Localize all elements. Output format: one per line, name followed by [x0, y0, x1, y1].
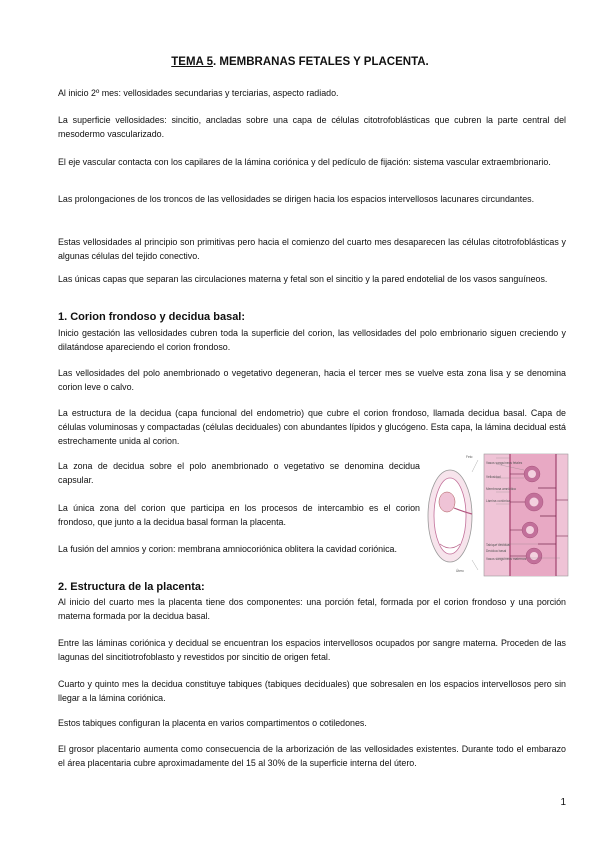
section-paragraph: La estructura de la decidua (capa funcional del endometrio) que cubre el corion frondoso, llamada decidua basal. Capa de células voluminosas y compactadas (células deciduales) con abundantes lípidos y glucógeno. Esta capa, la lámina decidual está estrechamente unida al corion. — [58, 408, 566, 446]
section-paragraph: Entre las láminas coriónica y decidual se encuentran los espacios intervellosos ocupados por sangre materna. Proceden de las lagunas del sincitiotrofoblasto y revestidos por sincitio de origen fetal. — [58, 638, 566, 662]
section-paragraph: La zona de decidua sobre el polo anembrionado o vegetativo se denomina decidua capsular. — [58, 461, 420, 485]
intro-paragraph: Las prolongaciones de los troncos de las vellosidades se dirigen hacia los espacios intervellosos lacunares circundantes. — [58, 194, 535, 204]
intro-paragraph: Al inicio 2º mes: vellosidades secundarias y terciarias, aspecto radiado. — [58, 88, 339, 98]
figure-label: Decidua basal — [486, 549, 507, 553]
section-paragraph: Cuarto y quinto mes la decidua constituye tabiques (tabiques deciduales) que sobresalen en los espacios intervellosos pero sin llegar a la lámina coriónica. — [58, 679, 566, 703]
title-text: . MEMBRANAS FETALES Y PLACENTA. — [213, 56, 429, 68]
section-paragraph: La única zona del corion que participa en los procesos de intercambio es el corion frondoso, que junto a la decidua basal forman la placenta. — [58, 503, 420, 527]
figure-label: Vasos sanguíneos fetales — [486, 461, 523, 465]
section-paragraph: El grosor placentario aumenta como consecuencia de la arborización de las vellosidades existentes. Durante todo el embarazo el área placentaria cubre aproximadamente del 15 al 30% de la superficie interna del útero. — [58, 744, 566, 768]
page-title — [0, 56, 600, 68]
section-paragraph: Estos tabiques configuran la placenta en varios compartimentos o cotiledones. — [58, 718, 367, 728]
page-number: 1 — [560, 797, 566, 808]
figure-label: Lámina coriónica — [486, 499, 511, 503]
figure-label: Vellosidad — [486, 475, 501, 479]
section-paragraph: La fusión del amnios y corion: membrana amniocoriónica oblitera la cavidad coriónica. — [58, 544, 397, 554]
figure-label: Útero — [456, 569, 464, 573]
intro-paragraph: Las únicas capas que separan las circulaciones materna y fetal son el sincitio y la pared endotelial de los vasos sanguíneos. — [58, 274, 548, 284]
intro-paragraph: El eje vascular contacta con los capilares de la lámina coriónica y del pedículo de fijación: sistema vascular extraembrionario. — [58, 157, 551, 167]
section-paragraph: Inicio gestación las vellosidades cubren toda la superficie del corion, las vellosidades del polo embrionario siguen creciendo y dilatándose apareciendo el corion frondoso. — [58, 328, 566, 352]
section-heading: 2. Estructura de la placenta: — [58, 581, 205, 593]
intro-paragraph: Estas vellosidades al principio son primitivas pero hacia el comienzo del cuarto mes desaparecen las células citotrofoblásticas y algunas células del tejido conectivo. — [58, 237, 566, 261]
figure-label: Feto — [466, 455, 473, 459]
figure-label: Tabique decidual — [486, 543, 510, 547]
figure-label: Membrana amniótica — [486, 487, 516, 491]
title-number: TEMA 5 — [171, 56, 213, 68]
section-paragraph: Al inicio del cuarto mes la placenta tiene dos componentes: una porción fetal, formada por el corion frondoso y una porción materna formada por la decidua basal. — [58, 597, 566, 621]
section-heading: 1. Corion frondoso y decidua basal: — [58, 311, 246, 323]
figure-label: Vasos sanguíneos maternos — [486, 557, 527, 561]
intro-paragraph: La superficie vellosidades: sincitio, ancladas sobre una capa de células citotrofoblásticas que cubren la parte central del mesodermo vascularizado. — [58, 115, 566, 139]
placenta-diagram-figure — [420, 452, 570, 580]
section-paragraph: Las vellosidades del polo anembrionado o vegetativo degeneran, hacia el tercer mes se vuelve esta zona lisa y se denomina corion leve o calvo. — [58, 368, 566, 392]
